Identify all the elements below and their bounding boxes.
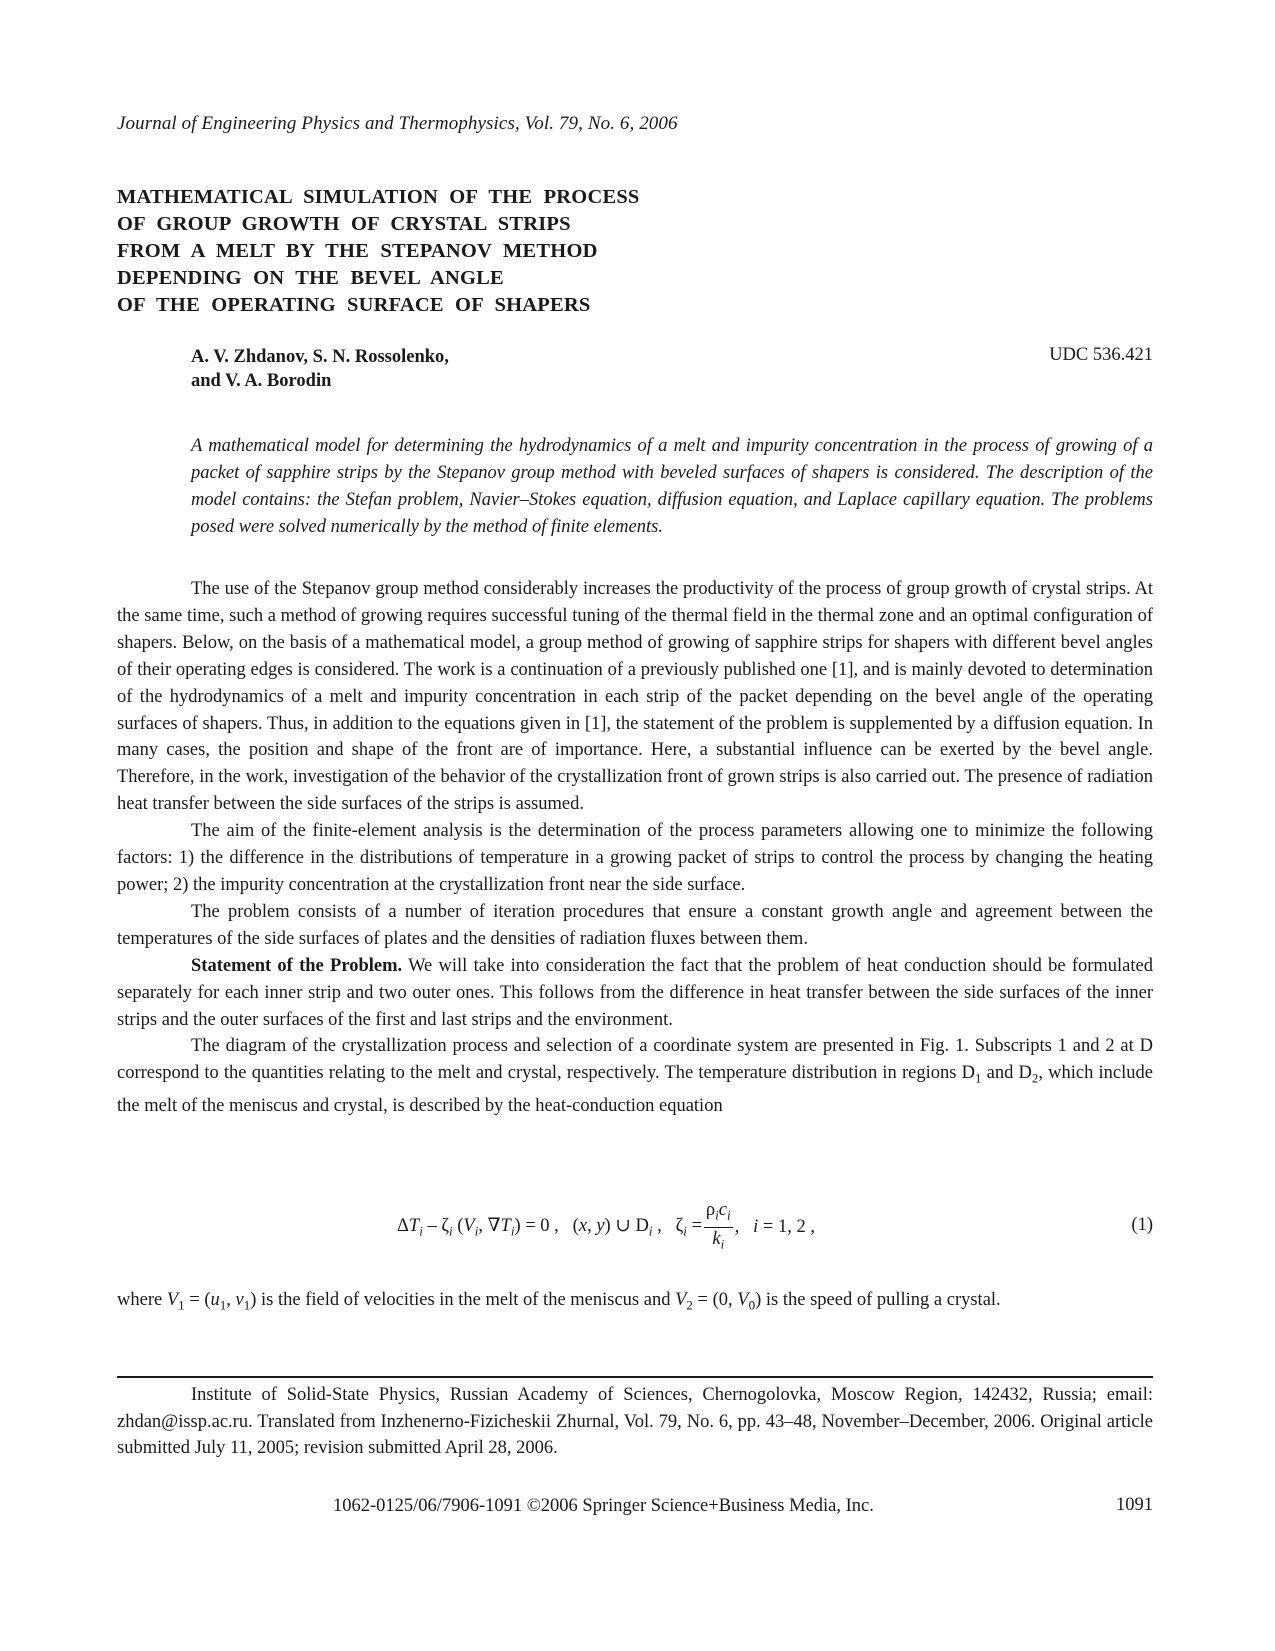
section-heading: Statement of the Problem. bbox=[191, 955, 403, 976]
authors-line: and V. A. Borodin bbox=[191, 371, 332, 391]
title-line: OF THE OPERATING SURFACE OF SHAPERS bbox=[117, 294, 591, 316]
equation-body: $\Delta T_i - \zeta_i$ ($V_i$, $\nabla T_i) = 0$ , (x, y) ∪ $D_i$ , $\zeta_i$ = $\frac{\rho_ic_i}{k_i}$ , i = 1, 2 , bbox=[397, 1197, 815, 1257]
body-text bbox=[117, 576, 1153, 1120]
title-line: OF GROUP GROWTH OF CRYSTAL STRIPS bbox=[117, 213, 571, 235]
equation-number: (1) bbox=[1131, 1215, 1153, 1235]
page-number: 1091 bbox=[1116, 1495, 1153, 1515]
copyright-footer: 1062-0125/06/7906-1091 ©2006 Springer Science+Business Media, Inc. bbox=[333, 1496, 874, 1516]
paper-title bbox=[117, 184, 640, 319]
paragraph: The aim of the finite-element analysis is the determination of the process parameters allowing one to minimize the following factors: 1) the difference in the distributions of temperature in a growing packet of strips to control the process by changing the heating power; 2) the impurity concentration at the crystallization front near the side surface. bbox=[117, 821, 1153, 895]
udc-code: UDC 536.421 bbox=[1049, 345, 1153, 365]
title-line: FROM A MELT BY THE STEPANOV METHOD bbox=[117, 240, 598, 262]
paragraph-text: We will take into consideration the fact that the problem of heat conduction should be formulated separately for each inner strip and two outer ones. This follows from the difference in heat transfer between the side surfaces of the inner strips and the outer surfaces of the first and last strips and the environment. bbox=[117, 955, 1153, 1030]
footnote-text: Institute of Solid-State Physics, Russian Academy of Sciences, Chernogolovka, Moscow Region, 142432, Russia; email: zhdan@issp.ac.ru. Translated from Inzhenerno-Fizicheskii Zhurnal, Vol. 79, No. 6, pp. 43–48, November–December, 2006. Original article submitted July 11, 2005; revision submitted April 28, 2006. bbox=[117, 1385, 1153, 1458]
abstract: A mathematical model for determining the hydrodynamics of a melt and impurity concentration in the process of growing of a packet of sapphire strips by the Stepanov group method with beveled surfaces of shapers is considered. The description of the model contains: the Stefan problem, Navier–Stokes equation, diffusion equation, and Laplace capillary equation. The problems posed were solved numerically by the method of finite elements. bbox=[191, 436, 1153, 537]
equation-1 bbox=[117, 1197, 1153, 1257]
title-line: MATHEMATICAL SIMULATION OF THE PROCESS bbox=[117, 186, 640, 208]
subscript: 1 bbox=[974, 1071, 982, 1086]
where-paragraph: where $V_1 = (u_1$, $v_1$) is the field of velocities in the melt of the meniscus and $V_2 = (0$, $V_0$) is the speed of pulling a crystal. bbox=[117, 1290, 1001, 1313]
footnote bbox=[117, 1382, 1153, 1462]
paragraph-text: , which include the melt of the meniscus and crystal, is described by the heat-conduction equation bbox=[117, 1063, 1153, 1116]
authors bbox=[191, 345, 449, 393]
subscript: 2 bbox=[1031, 1071, 1039, 1086]
paragraph-text: and D bbox=[981, 1063, 1032, 1084]
paragraph: The use of the Stepanov group method considerably increases the productivity of the process of group growth of crystal strips. At the same time, such a method of growing requires successful tuning of the thermal field in the thermal zone and an optimal configuration of shapers. Below, on the basis of a mathematical model, a group method of growing of sapphire strips for shapers with different bevel angles of their operating edges is considered. The work is a continuation of a previously published one [1], and is mainly devoted to determination of the hydrodynamics of a melt and impurity concentration in each strip of the packet depending on the bevel angle of the operating surfaces of shapers. Thus, in addition to the equations given in [1], the statement of the problem is supplemented by a diffusion equation. In many cases, the position and shape of the front are of importance. Here, a substantial influence can be exerted by the bevel angle. Therefore, in the work, investigation of the behavior of the crystallization front of grown strips is also carried out. The presence of radiation heat transfer between the side surfaces of the strips is assumed. bbox=[117, 579, 1153, 815]
footnote-divider bbox=[117, 1376, 1153, 1378]
paragraph bbox=[117, 953, 1153, 1034]
journal-line: Journal of Engineering Physics and Thermophysics, Vol. 79, No. 6, 2006 bbox=[117, 113, 678, 134]
title-line: DEPENDING ON THE BEVEL ANGLE bbox=[117, 267, 504, 289]
paragraph: The problem consists of a number of iteration procedures that ensure a constant growth angle and agreement between the temperatures of the side surfaces of plates and the densities of radiation fluxes between them. bbox=[117, 901, 1153, 949]
authors-line: A. V. Zhdanov, S. N. Rossolenko, bbox=[191, 347, 449, 367]
fraction: $\frac{\rho_ic_i}{k_i}$ bbox=[705, 1199, 731, 1252]
paragraph bbox=[117, 1033, 1153, 1119]
paragraph-text: The diagram of the crystallization process and selection of a coordinate system are presented in Fig. 1. Subscripts 1 and 2 at D correspond to the quantities relating to the melt and crystal, respectively. The temperature distribution in regions D bbox=[117, 1036, 1153, 1084]
